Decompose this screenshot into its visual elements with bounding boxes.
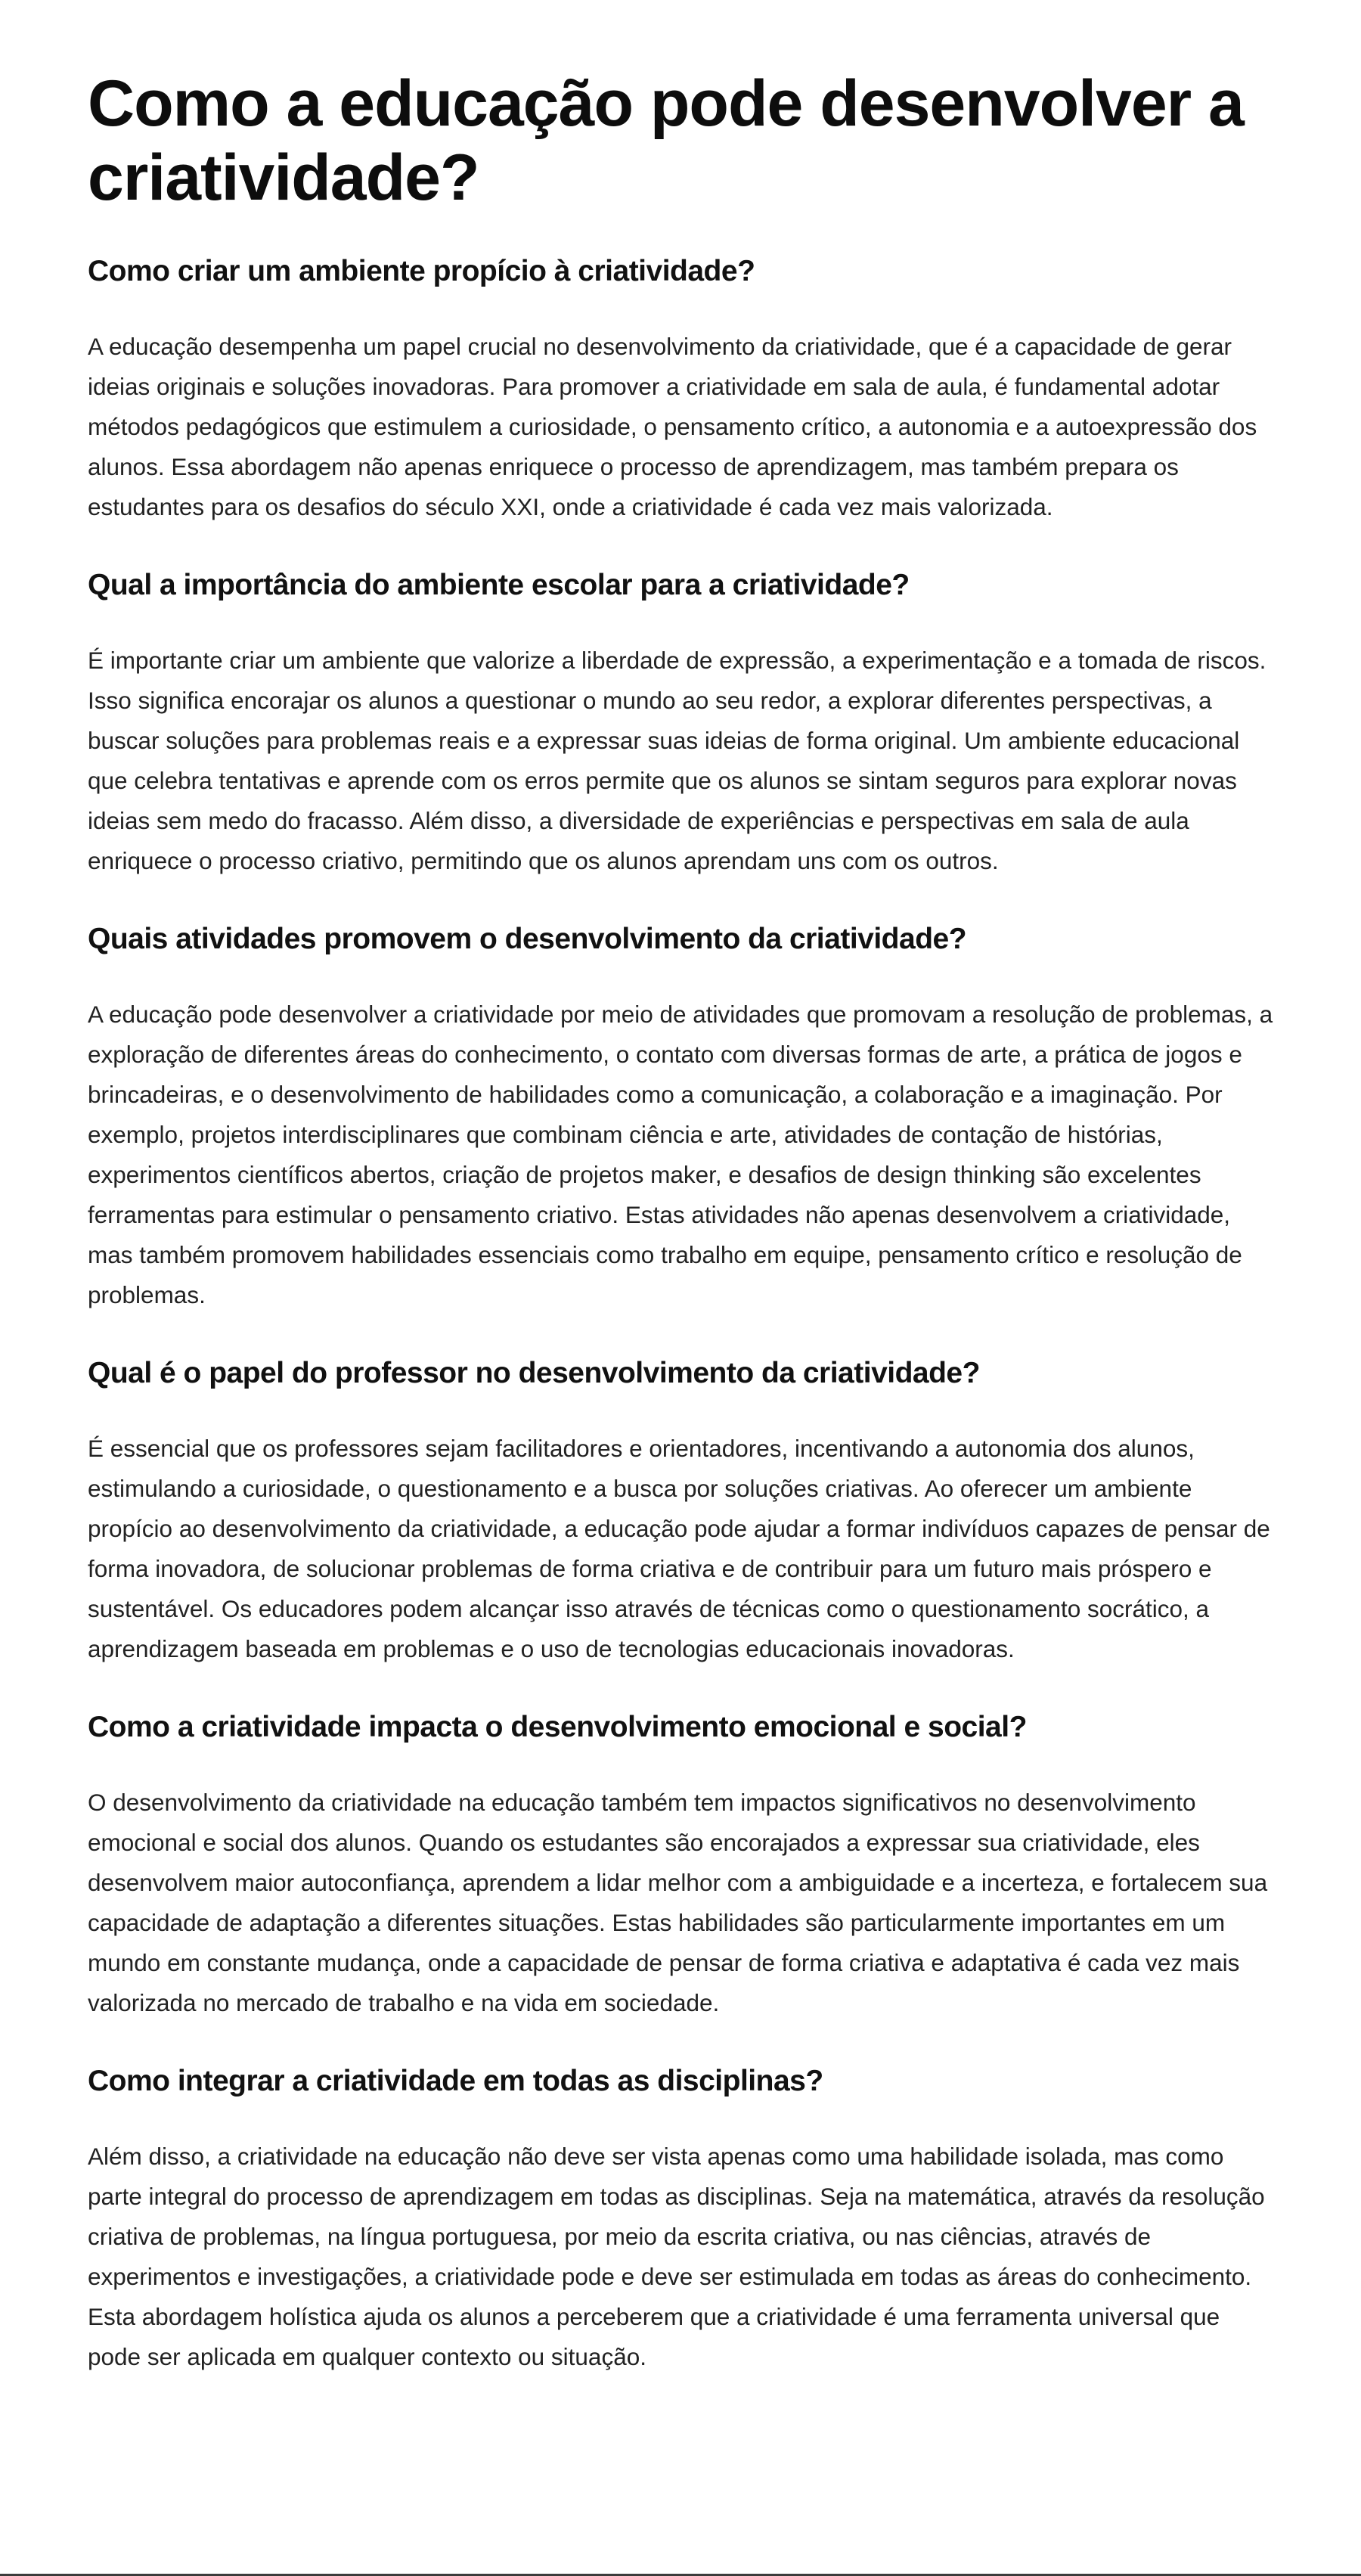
section-paragraph: O desenvolvimento da criatividade na educação também tem impactos significativos no desenvolvimento emocional e social dos alunos. Quando os estudantes são encorajados a expressar sua criatividade, eles desenvolvem maior autoconfiança, aprendem a lidar melhor com a ambiguidade e a incerteza, e fortalecem sua capacidade de adaptação a diferentes situações. Estas habilidades são particularmente importantes em um mundo em constante mudança, onde a capacidade de pensar de forma criativa e adaptativa é cada vez mais valorizada no mercado de trabalho e na vida em sociedade. xyxy=(88,1789,1268,2016)
section-paragraph: A educação pode desenvolver a criatividade por meio de atividades que promovam a resolução de problemas, a exploração de diferentes áreas do conhecimento, o contato com diversas formas de arte, a prática de jogos e brincadeiras, e o desenvolvimento de habilidades como a comunicação, a colaboração e a imaginação. Por exemplo, projetos interdisciplinares que combinam ciência e arte, atividades de contação de histórias, experimentos científicos abertos, criação de projetos maker, e desafios de design thinking são excelentes ferramentas para estimular o pensamento criativo. Estas atividades não apenas desenvolvem a criatividade, mas também promovem habilidades essenciais como trabalho em equipe, pensamento crítico e resolução de problemas. xyxy=(88,1001,1273,1308)
section-paragraph: Além disso, a criatividade na educação não deve ser vista apenas como uma habilidade isolada, mas como parte integral do processo de aprendizagem em todas as disciplinas. Seja na matemática, através da resolução criativa de problemas, na língua portuguesa, por meio da escrita criativa, ou nas ciências, através de experimentos e investigações, a criatividade pode e deve ser estimulada em todas as áreas do conhecimento. Esta abordagem holística ajuda os alunos a perceberem que a criatividade é uma ferramenta universal que pode ser aplicada em qualquer contexto ou situação. xyxy=(88,2143,1265,2370)
section-papel-professor xyxy=(88,1355,1275,1669)
section-heading: Como criar um ambiente propício à criatividade? xyxy=(88,255,755,287)
section-heading: Qual é o papel do professor no desenvolvimento da criatividade? xyxy=(88,1357,980,1389)
section-paragraph: É essencial que os professores sejam facilitadores e orientadores, incentivando a autonomia dos alunos, estimulando a curiosidade, o questionamento e a busca por soluções criativas. Ao oferecer um ambiente propício ao desenvolvimento da criatividade, a educação pode ajudar a formar indivíduos capazes de pensar de forma inovadora, de solucionar problemas de forma criativa e de contribuir para um futuro mais próspero e sustentável. Os educadores podem alcançar isso através de técnicas como o questionamento socrático, a aprendizagem baseada em problemas e o uso de tecnologias educacionais inovadoras. xyxy=(88,1435,1270,1662)
section-paragraph: É importante criar um ambiente que valorize a liberdade de expressão, a experimentação e a tomada de riscos. Isso significa encorajar os alunos a questionar o mundo ao seu redor, a explorar diferentes perspectivas, a buscar soluções para problemas reais e a expressar suas ideias de forma original. Um ambiente educacional que celebra tentativas e aprende com os erros permite que os alunos se sintam seguros para explorar novas ideias sem medo do fracasso. Além disso, a diversidade de experiências e perspectivas em sala de aula enriquece o processo criativo, permitindo que os alunos aprendam uns com os outros. xyxy=(88,647,1266,874)
section-heading: Quais atividades promovem o desenvolvimento da criatividade? xyxy=(88,923,967,955)
section-paragraph: A educação desempenha um papel crucial no desenvolvimento da criatividade, que é a capacidade de gerar ideias originais e soluções inovadoras. Para promover a criatividade em sala de aula, é fundamental adotar métodos pedagógicos que estimulem a curiosidade, o pensamento crítico, a autonomia e a autoexpressão dos alunos. Essa abordagem não apenas enriquece o processo de aprendizagem, mas também prepara os estudantes para os desafios do século XXI, onde a criatividade é cada vez mais valorizada. xyxy=(88,333,1257,520)
section-ambiente-escolar xyxy=(88,566,1275,881)
section-heading: Como integrar a criatividade em todas as disciplinas? xyxy=(88,2065,823,2097)
section-impacto-emocional-social xyxy=(88,1709,1275,2023)
section-heading: Como a criatividade impacta o desenvolvimento emocional e social? xyxy=(88,1711,1027,1743)
section-ambiente-propicio xyxy=(88,253,1275,527)
article xyxy=(88,67,1275,2377)
section-integrar-disciplinas xyxy=(88,2062,1275,2377)
page-title: Como a educação pode desenvolver a criatividade? xyxy=(88,67,1244,214)
section-heading: Qual a importância do ambiente escolar para a criatividade? xyxy=(88,569,910,601)
section-atividades xyxy=(88,920,1275,1315)
